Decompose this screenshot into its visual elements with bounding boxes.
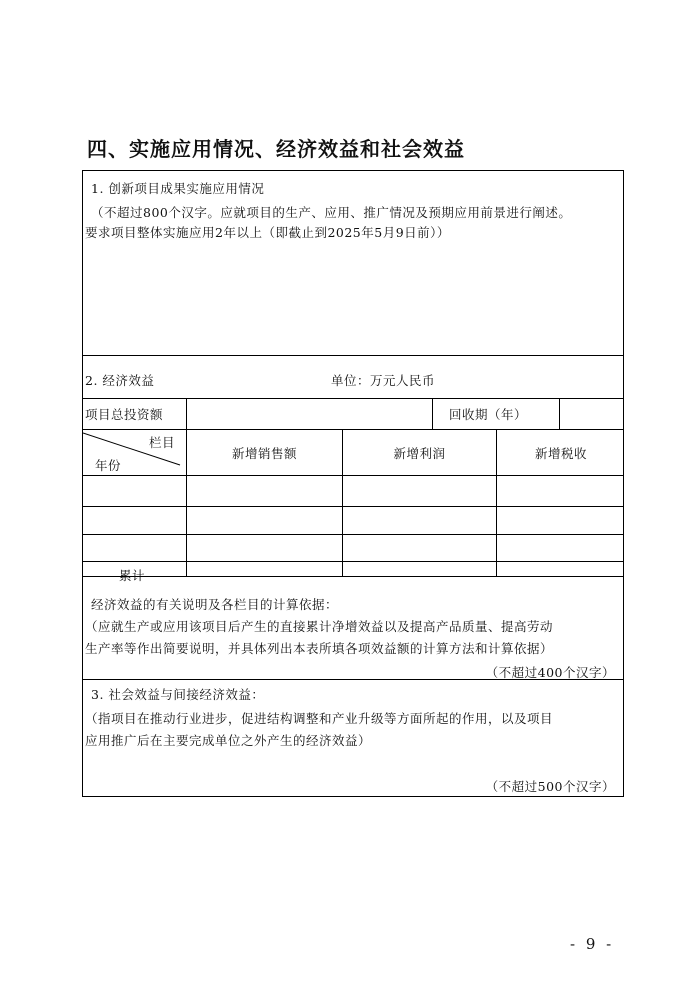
header-column-label: 栏目 [149, 435, 176, 450]
divider [83, 679, 623, 680]
notes-line1: （应就生产或应用该项目后产生的直接累计净增效益以及提高产品质量、提高劳动 [85, 619, 554, 634]
divider [83, 576, 623, 577]
column-header-profit: 新增利润 [393, 446, 446, 461]
column-header-tax: 新增税收 [534, 446, 587, 461]
investment-label: 项目总投资额 [85, 407, 164, 422]
payback-label: 回收期（年） [449, 407, 528, 422]
page-number: - 9 - [570, 935, 615, 953]
investment-input[interactable] [187, 399, 431, 429]
divider [83, 355, 623, 356]
section1-input-area[interactable] [83, 185, 623, 355]
table-row[interactable] [83, 476, 623, 505]
section3-desc-line1: （指项目在推动行业进步，促进结构调整和产业升级等方面所起的作用，以及项目 [85, 711, 554, 726]
section3-desc-line2: 应用推广后在主要完成单位之外产生的经济效益） [85, 733, 372, 748]
header-row-label: 年份 [95, 458, 122, 473]
table-row[interactable] [83, 507, 623, 533]
section1-desc-line2: 要求项目整体实施应用2年以上（即截止到2025年5月9日前）） [85, 225, 450, 240]
column-header-sales: 新增销售额 [231, 446, 297, 461]
section3-input-area[interactable] [83, 749, 623, 773]
section1-desc-line1: （不超过800个汉字。应就项目的生产、应用、推广情况及预期应用前景进行阐述。 [91, 205, 572, 220]
divider [83, 561, 623, 562]
notes-limit: （不超过400个汉字） [485, 665, 615, 680]
section3-limit: （不超过500个汉字） [485, 779, 615, 794]
notes-line2: 生产率等作出简要说明，并具体列出本表所填各项效益额的计算方法和计算依据） [85, 641, 554, 656]
table-row[interactable] [83, 535, 623, 561]
section-heading: 四、实施应用情况、经济效益和社会效益 [87, 137, 465, 161]
divider [432, 398, 433, 429]
benefits-form [82, 170, 624, 797]
section2-title: 2. 经济效益 [85, 373, 155, 388]
total-label: 累计 [119, 568, 146, 583]
section1-title: 1. 创新项目成果实施应用情况 [91, 181, 265, 196]
section3-title: 3. 社会效益与间接经济效益： [91, 687, 265, 702]
payback-input[interactable] [560, 399, 622, 429]
unit-label: 单位：万元人民币 [331, 373, 436, 388]
notes-title: 经济效益的有关说明及各栏目的计算依据： [91, 597, 339, 612]
